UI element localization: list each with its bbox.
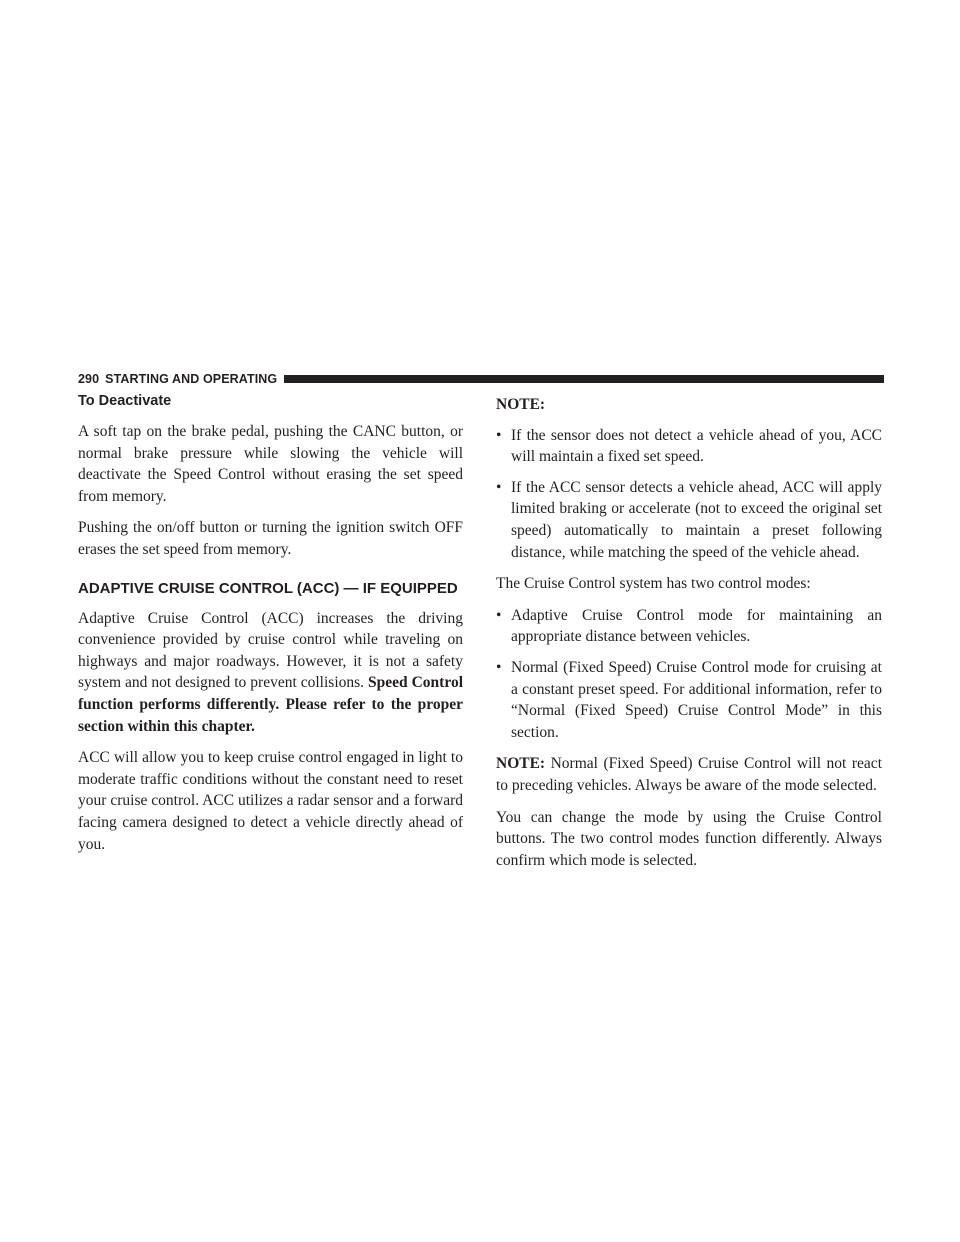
acc-heading: ADAPTIVE CRUISE CONTROL (ACC) — IF EQUIPPED [78,579,458,597]
deactivate-heading: To Deactivate [78,393,172,409]
deactivate-paragraph-1: A soft tap on the brake pedal, pushing the CANC button, or normal brake pressure while slowing the vehicle will deactivate the Speed Control without erasing the set speed from memory. [78,423,463,505]
bullet-icon: • [496,606,502,624]
list-item-text: If the ACC sensor detects a vehicle ahead, ACC will apply limited braking or accelerate (not to exceed the original set speed) automatically to maintain a preset following distance, while matching the speed of the vehicle ahead. [511,478,882,561]
page-header [78,372,884,386]
list-item [496,605,882,648]
list-item-text: If the sensor does not detect a vehicle ahead of you, ACC will maintain a fixed set speed. [511,426,882,466]
note-2-text: Normal (Fixed Speed) Cruise Control will not react to preceding vehicles. Always be aware of the mode selected. [496,755,882,794]
left-column [78,392,463,865]
page-number: 290 [78,372,100,386]
modes-bullet-list [496,605,882,744]
list-item [496,657,882,743]
acc-paragraph-2: ACC will allow you to keep cruise control engaged in light to moderate traffic conditions without the constant need to reset your cruise control. ACC utilizes a radar sensor and a forward facing camera designed to detect a vehicle directly ahead of you. [78,749,463,853]
bullet-icon: • [496,426,502,444]
note-label: NOTE: [496,396,546,413]
final-paragraph: You can change the mode by using the Cruise Control buttons. The two control modes function differently. Always confirm which mode is selected. [496,808,882,869]
list-item [496,477,882,563]
deactivate-paragraph-2: Pushing the on/off button or turning the ignition switch OFF erases the set speed from memory. [78,519,463,558]
acc-paragraph-1-bold: Speed Control function performs differently. Please refer to the proper section within this chapter. [78,674,463,735]
bullet-icon: • [496,658,502,676]
modes-intro: The Cruise Control system has two control modes: [496,575,811,593]
acc-paragraph-1-text: Adaptive Cruise Control (ACC) increases the driving convenience provided by cruise control while traveling on highways and major roadways. However, it is not a safety system and not designed to prevent collisions. [78,609,463,692]
list-item-text: Adaptive Cruise Control mode for maintaining an appropriate distance between vehicles. [511,606,882,646]
note-2-paragraph [496,753,882,796]
section-title: STARTING AND OPERATING [105,372,278,386]
bullet-icon: • [496,478,502,496]
right-column [496,392,882,881]
list-item-text: Normal (Fixed Speed) Cruise Control mode for cruising at a constant preset speed. For additional information, refer to “Normal (Fixed Speed) Cruise Control Mode” in this section. [511,658,882,741]
note-2-label: NOTE: [496,755,546,773]
list-item [496,425,882,468]
note-bullet-list [496,425,882,564]
acc-paragraph-1 [78,608,463,738]
header-rule [284,375,884,383]
